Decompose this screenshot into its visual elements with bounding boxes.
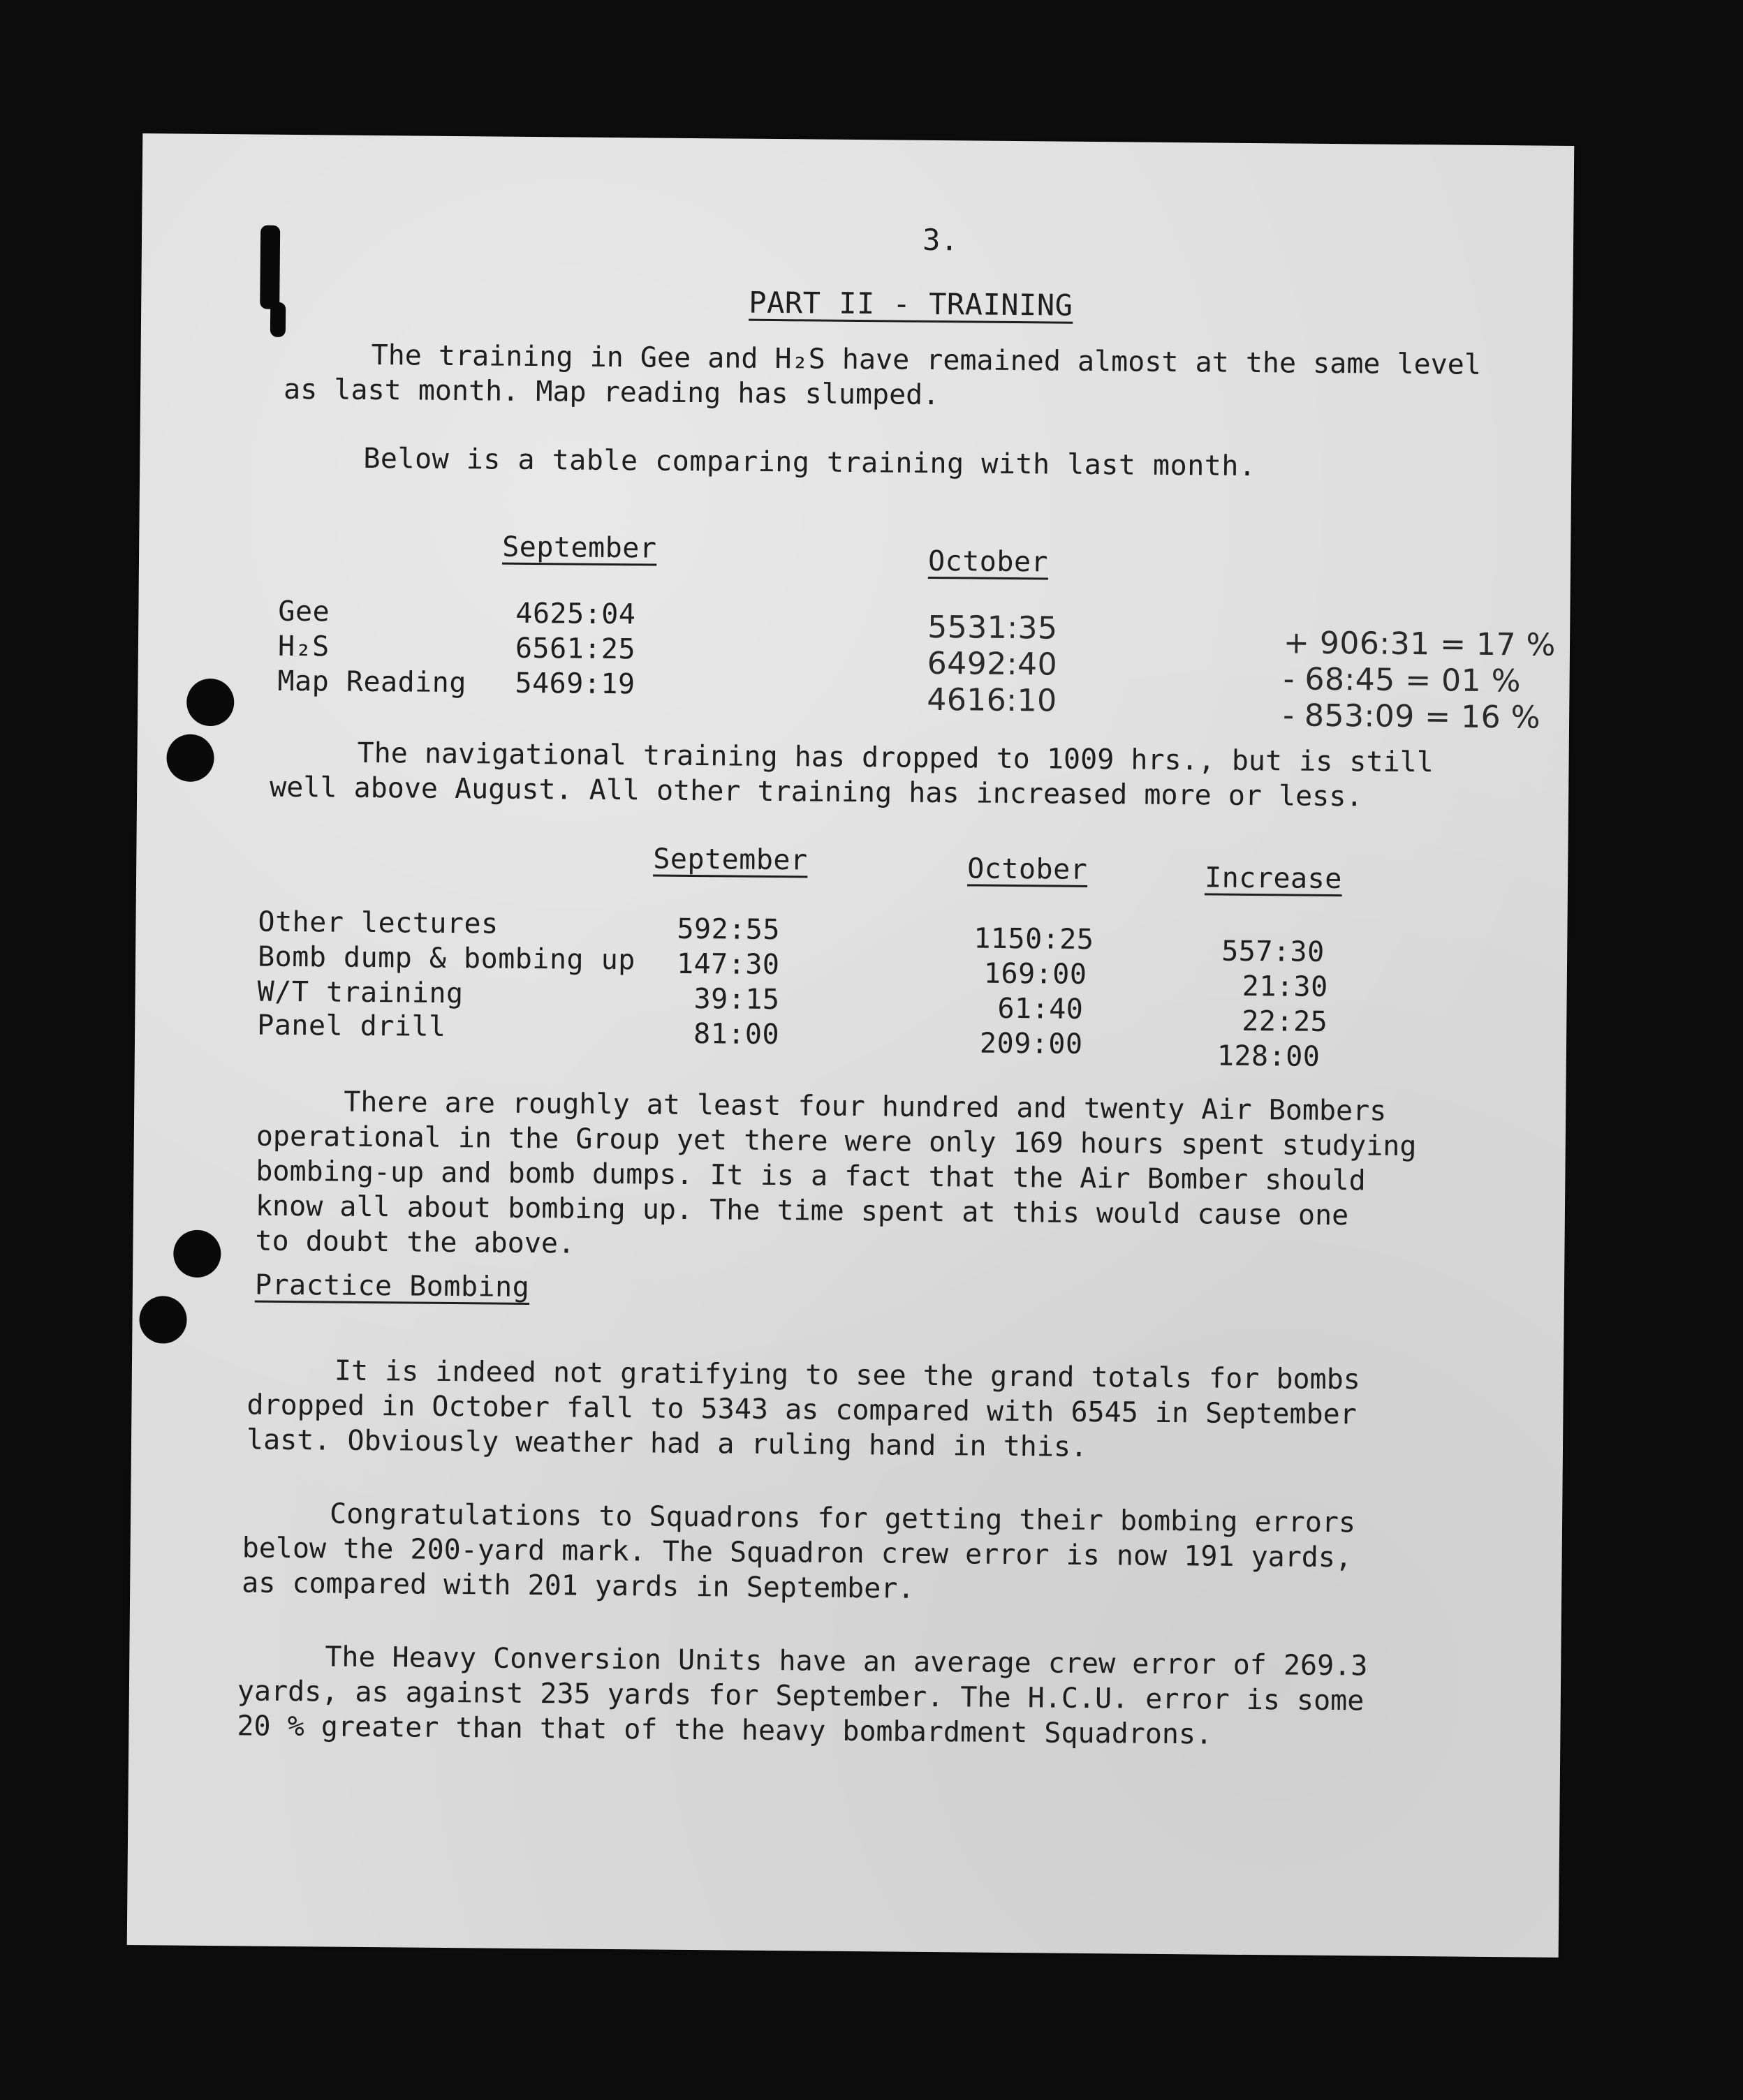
table2-header-september: September (653, 843, 808, 877)
table1-row-september: 4625:04 (515, 597, 636, 631)
table2-row-october: 61:40 (997, 992, 1084, 1026)
navigation-paragraph (270, 735, 1434, 815)
page-title: PART II - TRAINING (749, 285, 1073, 323)
intro-line-2: as last month. Map reading has slumped. (283, 373, 940, 412)
practice2-line-3: as compared with 201 yards in September. (242, 1567, 915, 1605)
punch-hole (166, 734, 214, 782)
intro-line-1: The training in Gee and H₂S have remained almost at the same level (371, 339, 1482, 381)
practice-paragraph-3 (237, 1639, 1367, 1753)
table2-row-september: 592:55 (677, 912, 781, 947)
table2-row-october: 209:00 (979, 1027, 1083, 1060)
table2-row-label: Panel drill (257, 1009, 446, 1043)
table2-header-increase: Increase (1204, 862, 1342, 896)
table2-row-september: 147:30 (676, 947, 780, 982)
table2-row-label: W/T training (257, 975, 464, 1010)
table1-row-october: 6492:40 (927, 645, 1058, 683)
table1-row-change: - 68:45 = 01 % (1283, 661, 1522, 700)
table1-row-label: Gee (278, 595, 330, 628)
bombers-line-4: know all about bombing up. The time spent at this would cause one (255, 1190, 1349, 1232)
practice-paragraph-1 (247, 1352, 1360, 1467)
practice3-line-3: 20 % greater than that of the heavy bombardment Squadrons. (237, 1710, 1213, 1751)
intro-paragraph (284, 337, 1481, 417)
practice1-line-2: dropped in October fall to 5343 as compared with 6545 in September (247, 1389, 1358, 1431)
table1-row-label: H₂S (277, 630, 330, 663)
bombers-line-3: bombing-up and bomb dumps. It is a fact that the Air Bomber should (256, 1155, 1366, 1197)
bombers-line-1: There are roughly at least four hundred and twenty Air Bombers (344, 1086, 1387, 1127)
nav-line-1: The navigational training has dropped to 1009 hrs., but is still (357, 737, 1434, 779)
table1-row-change: + 906:31 = 17 % (1283, 625, 1557, 663)
table2-row-increase: 557:30 (1221, 935, 1325, 968)
binder-clip-mark (260, 225, 280, 309)
document-page (127, 133, 1575, 1958)
table1-header-september: September (502, 531, 657, 565)
table1-row-october: 5531:35 (927, 609, 1058, 646)
table1-row-change: - 853:09 = 16 % (1282, 697, 1541, 736)
binder-clip-mark-lower (270, 302, 286, 337)
table2-row-october: 169:00 (983, 957, 1087, 991)
table1-row-september: 5469:19 (515, 667, 635, 701)
practice3-line-1: The Heavy Conversion Units have an average crew error of 269.3 (325, 1641, 1368, 1683)
table2-row-label: Other lectures (258, 905, 499, 940)
table2-row-october: 1150:25 (973, 922, 1094, 956)
table1-row-label: Map Reading (277, 665, 467, 700)
table-intro: Below is a table comparing training with last month. (363, 442, 1256, 483)
punch-hole (186, 679, 235, 727)
table1-row-october: 4616:10 (927, 681, 1057, 719)
table1-row-september: 6561:25 (515, 632, 636, 666)
practice1-line-1: It is indeed not gratifying to see the grand totals for bombs (334, 1354, 1361, 1396)
table2-row-increase: 22:25 (1242, 1005, 1328, 1038)
table1-header-october: October (927, 545, 1049, 579)
practice1-line-3: last. Obviously weather had a ruling hand in this. (246, 1424, 1088, 1463)
bombers-line-5: to doubt the above. (255, 1225, 575, 1260)
bombers-line-2: operational in the Group yet there were only 169 hours spent studying (256, 1120, 1417, 1163)
air-bombers-paragraph (255, 1084, 1417, 1269)
practice-bombing-heading: Practice Bombing (254, 1269, 530, 1304)
table2-row-september: 81:00 (693, 1018, 780, 1051)
practice2-line-2: below the 200-yard mark. The Squadron crew error is now 191 yards, (242, 1532, 1353, 1574)
table2-row-increase: 21:30 (1242, 970, 1328, 1003)
practice-paragraph-2 (242, 1495, 1355, 1610)
table2-row-label: Bomb dump & bombing up (257, 940, 636, 977)
table2-row-september: 39:15 (693, 983, 780, 1016)
punch-hole (139, 1296, 187, 1344)
page-number: 3. (922, 222, 959, 258)
punch-hole (173, 1230, 221, 1278)
practice3-line-2: yards, as against 235 yards for September. The H.C.U. error is some (237, 1675, 1365, 1717)
table2-header-october: October (967, 852, 1088, 886)
table2-row-increase: 128:00 (1216, 1040, 1321, 1073)
nav-line-2: well above August. All other training has increased more or less. (269, 771, 1363, 813)
practice2-line-1: Congratulations to Squadrons for getting their bombing errors (329, 1498, 1356, 1539)
